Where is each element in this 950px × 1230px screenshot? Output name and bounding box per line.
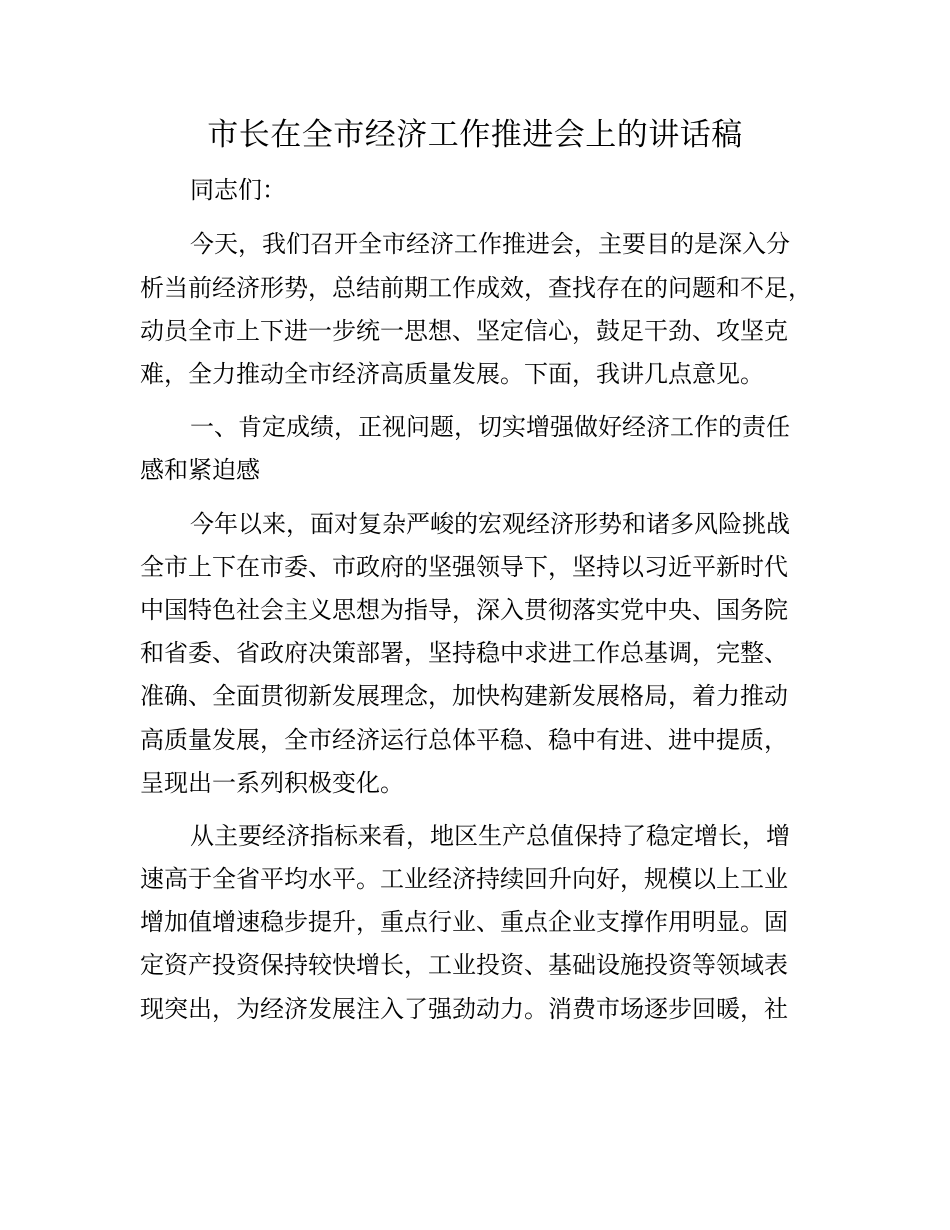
paragraph-line: 今年以来，面对复杂严峻的宏观经济形势和诸多风险挑战	[190, 510, 790, 538]
paragraph-line: 动员全市上下进一步统一思想、坚定信心，鼓足干劲、攻坚克	[140, 317, 788, 345]
paragraph-line: 定资产投资保持较快增长，工业投资、基础设施投资等领域表	[140, 951, 788, 979]
paragraph-line: 速高于全省平均水平。工业经济持续回升向好，规模以上工业	[140, 865, 788, 893]
paragraph-line: 增加值增速稳步提升，重点行业、重点企业支撑作用明显。固	[140, 908, 788, 936]
document-title: 市长在全市经济工作推进会上的讲话稿	[207, 117, 743, 153]
paragraph-line: 现突出，为经济发展注入了强劲动力。消费市场逐步回暖，社	[140, 995, 788, 1023]
paragraph-line: 中国特色社会主义思想为指导，深入贯彻落实党中央、国务院	[140, 596, 788, 624]
salutation: 同志们：	[190, 176, 286, 204]
paragraph-line: 一、肯定成绩，正视问题，切实增强做好经济工作的责任	[190, 413, 790, 441]
paragraph-line: 高质量发展，全市经济运行总体平稳、稳中有进、进中提质，	[140, 726, 788, 754]
paragraph-line: 呈现出一系列积极变化。	[140, 769, 404, 797]
paragraph-line: 感和紧迫感	[140, 456, 260, 484]
paragraph-line: 全市上下在市委、市政府的坚强领导下，坚持以习近平新时代	[140, 553, 788, 581]
paragraph-line: 今天，我们召开全市经济工作推进会，主要目的是深入分	[190, 230, 790, 258]
paragraph-line: 难，全力推动全市经济高质量发展。下面，我讲几点意见。	[140, 360, 764, 388]
paragraph-line: 准确、全面贯彻新发展理念，加快构建新发展格局，着力推动	[140, 682, 788, 710]
paragraph-line: 析当前经济形势，总结前期工作成效，查找存在的问题和不足，	[140, 274, 812, 302]
paragraph-line: 从主要经济指标来看，地区生产总值保持了稳定增长，增	[190, 822, 790, 850]
paragraph-line: 和省委、省政府决策部署，坚持稳中求进工作总基调，完整、	[140, 639, 788, 667]
